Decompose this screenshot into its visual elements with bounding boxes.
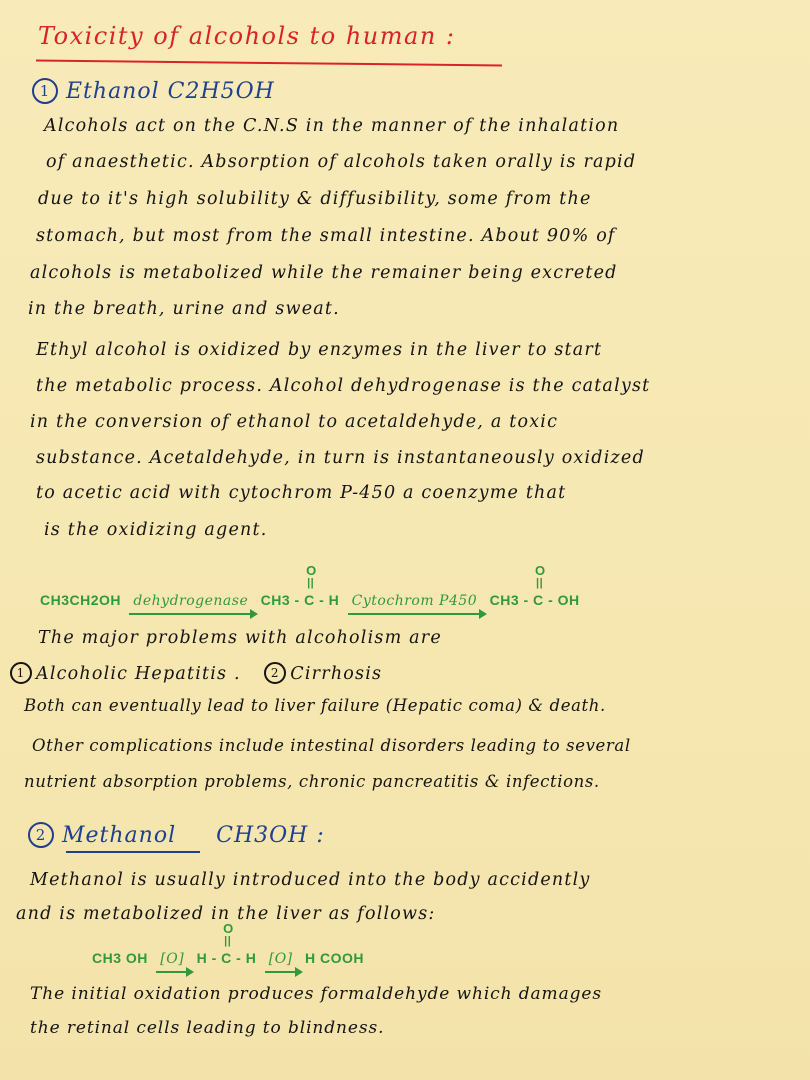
text-line: alcohols is metabolized while the remainer being excreted (30, 263, 618, 283)
carbonyl-group: O || C (533, 563, 546, 608)
section-heading-methanol (28, 822, 325, 848)
arrow-label: [O] (268, 951, 293, 967)
acetic-acid-right: - OH (548, 592, 580, 608)
acetaldehyde-left: CH3 - (260, 592, 300, 608)
formaldehyde-left: H - (196, 950, 217, 966)
text-line: Methanol is usually introduced into the body accidently (30, 870, 591, 890)
product-formic-acid: H COOH (305, 950, 365, 966)
reaction-arrow (265, 951, 297, 973)
carbonyl-group: O || C (221, 921, 234, 966)
problem-hepatitis: Alcoholic Hepatitis . (36, 664, 241, 684)
text-line: is the oxidizing agent. (44, 520, 268, 540)
text-line: substance. Acetaldehyde, in turn is instantaneously oxidized (36, 448, 645, 468)
text-line: the retinal cells leading to blindness. (30, 1018, 385, 1038)
text-line: Both can eventually lead to liver failure (Hepatic coma) & death. (24, 696, 606, 715)
text-line: stomach, but most from the small intestine. About 90% of (36, 226, 616, 246)
problems-list (10, 662, 382, 684)
page-title: Toxicity of alcohols to human : (38, 22, 456, 50)
problem-cirrhosis: Cirrhosis (290, 664, 383, 684)
text-line: to acetic acid with cytochrom P-450 a coenzyme that (36, 483, 567, 503)
methanol-name: Methanol (62, 823, 177, 848)
text-line: in the conversion of ethanol to acetaldehyde, a toxic (30, 412, 559, 432)
reactant-methanol: CH3 OH (92, 950, 148, 966)
ethanol-oxidation-equation (40, 563, 580, 615)
carbonyl-group: O || C (304, 563, 317, 608)
methanol-formula: CH3OH : (216, 823, 325, 848)
reaction-arrow (348, 593, 482, 615)
section-number: 2 (28, 822, 54, 848)
problems-intro: The major problems with alcoholism are (38, 628, 442, 648)
acetic-acid-left: CH3 - (489, 592, 529, 608)
reaction-arrow (156, 951, 188, 973)
list-number: 2 (264, 662, 286, 684)
text-line: due to it's high solubility & diffusibility, some from the (38, 189, 592, 209)
section-heading-ethanol (32, 78, 275, 104)
reactant-ethanol: CH3CH2OH (40, 592, 122, 608)
section-heading-text: Ethanol C2H5OH (66, 79, 275, 104)
section-number: 1 (32, 78, 58, 104)
text-line: and is metabolized in the liver as follows: (16, 904, 436, 924)
text-line: of anaesthetic. Absorption of alcohols taken orally is rapid (46, 152, 637, 172)
arrow-label: dehydrogenase (133, 593, 249, 609)
text-line: Other complications include intestinal disorders leading to several (32, 736, 631, 755)
text-line: nutrient absorption problems, chronic pancreatitis & infections. (24, 772, 600, 791)
methanol-oxidation-equation (92, 921, 365, 973)
list-number: 1 (10, 662, 32, 684)
text-line: the metabolic process. Alcohol dehydrogenase is the catalyst (36, 376, 651, 396)
arrow-label: Cytochrom P450 (351, 593, 478, 609)
formaldehyde-right: - H (236, 950, 257, 966)
title-underline (36, 60, 502, 67)
heading-underline (66, 851, 200, 853)
reaction-arrow (129, 593, 252, 615)
text-line: Ethyl alcohol is oxidized by enzymes in the liver to start (36, 340, 603, 360)
text-line: The initial oxidation produces formaldehyde which damages (30, 984, 602, 1004)
text-line: in the breath, urine and sweat. (28, 299, 340, 319)
arrow-label: [O] (160, 951, 185, 967)
acetaldehyde-right: - H (319, 592, 340, 608)
text-line: Alcohols act on the C.N.S in the manner of the inhalation (44, 116, 620, 136)
